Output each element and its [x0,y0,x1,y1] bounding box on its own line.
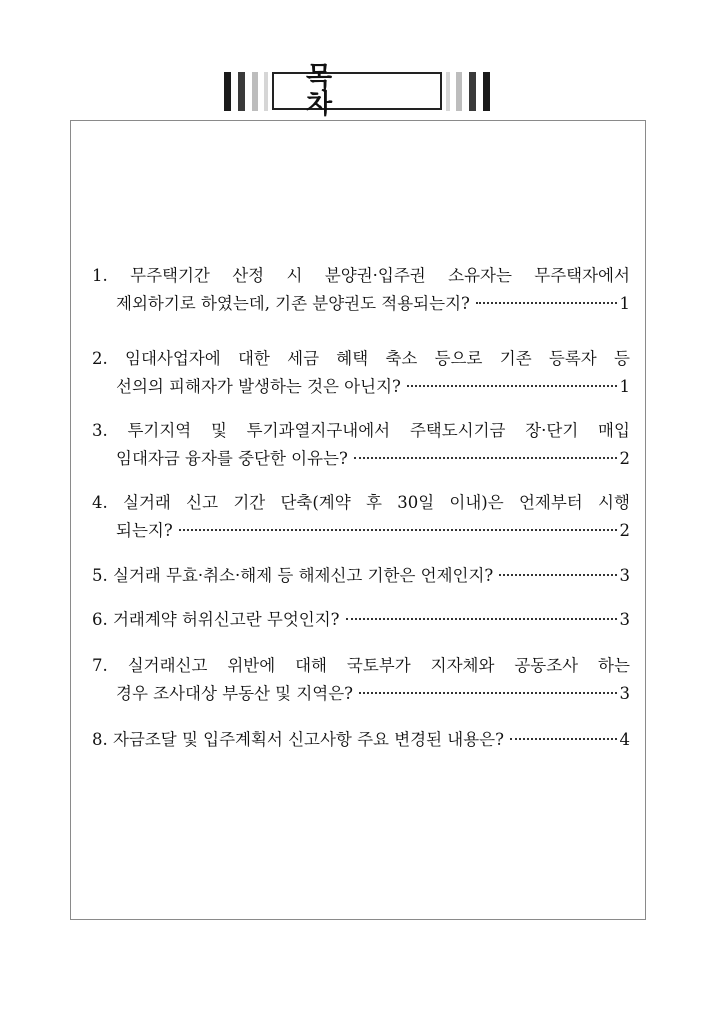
toc-word: 세금 [287,349,320,368]
toc-word: 장·단기 [525,421,579,440]
toc-word: 공동조사 [514,656,579,675]
dot-leader [510,738,617,740]
toc-word: 이내)은 [449,493,504,512]
toc-word: 기존 [499,349,532,368]
toc-entry-line [92,680,630,708]
toc-word: 투기지역 [127,421,192,440]
toc-word: 30일 [397,493,435,512]
dot-leader [476,302,617,304]
toc-entry-line [92,517,630,545]
title-box [272,62,442,120]
toc-word: 시행 [598,493,630,512]
toc-entry-text: 제외하기로 하였는데, 기존 분양권도 적용되는지? [116,294,470,313]
header-bar [224,72,231,111]
toc-entry-text: 경우 조사대상 부동산 및 지역은? [116,684,354,703]
toc-word: 대한 [237,349,270,368]
dot-leader [179,529,617,531]
toc-entry-line [92,262,630,290]
page-number: 3 [619,684,630,703]
toc-entry-line [92,445,630,473]
page-number: 4 [619,730,630,749]
page-title: 목 차 [306,62,365,120]
page-number: 3 [619,566,630,585]
toc-entry-line [92,652,630,680]
toc-word: 투기과열지구내에서 [246,421,391,440]
header-bar [252,72,258,111]
toc-word: 실거래 [123,493,171,512]
toc-entry-line [92,726,630,754]
header-bar [456,72,462,111]
toc-entry-text: 8. 자금조달 및 입주계획서 신고사항 주요 변경된 내용은? [92,730,504,749]
toc-word: 임대사업자에 [125,349,221,368]
toc-word: 2. [92,349,108,368]
toc-entry-line [92,345,630,373]
toc-word: 3. [92,421,108,440]
toc-entry-text: 임대자금 융자를 중단한 이유는? [116,449,348,468]
dot-leader [354,457,617,459]
header-bar [238,72,245,111]
header-bar [264,72,268,111]
toc-word: 단축(계약 [280,493,351,512]
toc-word: 신고 [186,493,219,512]
toc-entry-text: 5. 실거래 무효·취소·해제 등 해제신고 기한은 언제인지? [92,566,494,585]
page-number: 2 [619,521,630,540]
toc-word: 4. [92,493,108,512]
toc-entry-text: 되는지? [116,521,173,540]
toc-word: 하는 [598,656,630,675]
dot-leader [346,618,617,620]
toc-word: 축소 [385,349,418,368]
toc-word: 1. [92,266,108,285]
toc-word: 시 [286,266,303,285]
toc-entry-line [92,373,630,401]
toc-header [0,62,720,120]
toc-word: 산정 [232,266,265,285]
dot-leader [407,385,617,387]
toc-word: 후 [365,493,382,512]
toc-word: 언제부터 [518,493,583,512]
toc-entry-text: 선의의 피해자가 발생하는 것은 아닌지? [116,377,401,396]
toc-word: 기간 [233,493,266,512]
header-bar [483,72,490,111]
toc-word: 대해 [295,656,327,675]
dot-leader [359,692,616,694]
dot-leader [499,574,616,576]
toc-word: 무주택기간 [130,266,210,285]
toc-word: 위반에 [227,656,276,675]
toc-word: 등 [614,349,630,368]
header-bar [469,72,476,111]
page-number: 3 [619,610,630,629]
toc-word: 7. [92,656,108,675]
toc-entry-line [92,290,630,318]
toc-word: 주택도시기금 [409,421,506,440]
toc-word: 매입 [598,421,630,440]
page-number: 1 [619,377,630,396]
page-number: 2 [619,449,630,468]
toc-entry-line [92,489,630,517]
toc-entry-line [92,417,630,445]
toc-word: 지자체와 [430,656,495,675]
header-bar [446,72,450,111]
toc-word: 등으로 [434,349,483,368]
toc-word: 등록자 [548,349,597,368]
page-number: 1 [619,294,630,313]
toc-entry-line [92,562,630,590]
toc-word: 실거래신고 [127,656,208,675]
toc-entry-text: 6. 거래계약 허위신고란 무엇인지? [92,610,340,629]
toc-word: 혜택 [336,349,369,368]
toc-word: 분양권·입주권 [324,266,426,285]
toc-word: 국토부가 [346,656,411,675]
toc-word: 및 [210,421,227,440]
toc-word: 무주택자에서 [534,266,630,285]
toc-word: 소유자는 [448,266,512,285]
toc-entry-line [92,606,630,634]
